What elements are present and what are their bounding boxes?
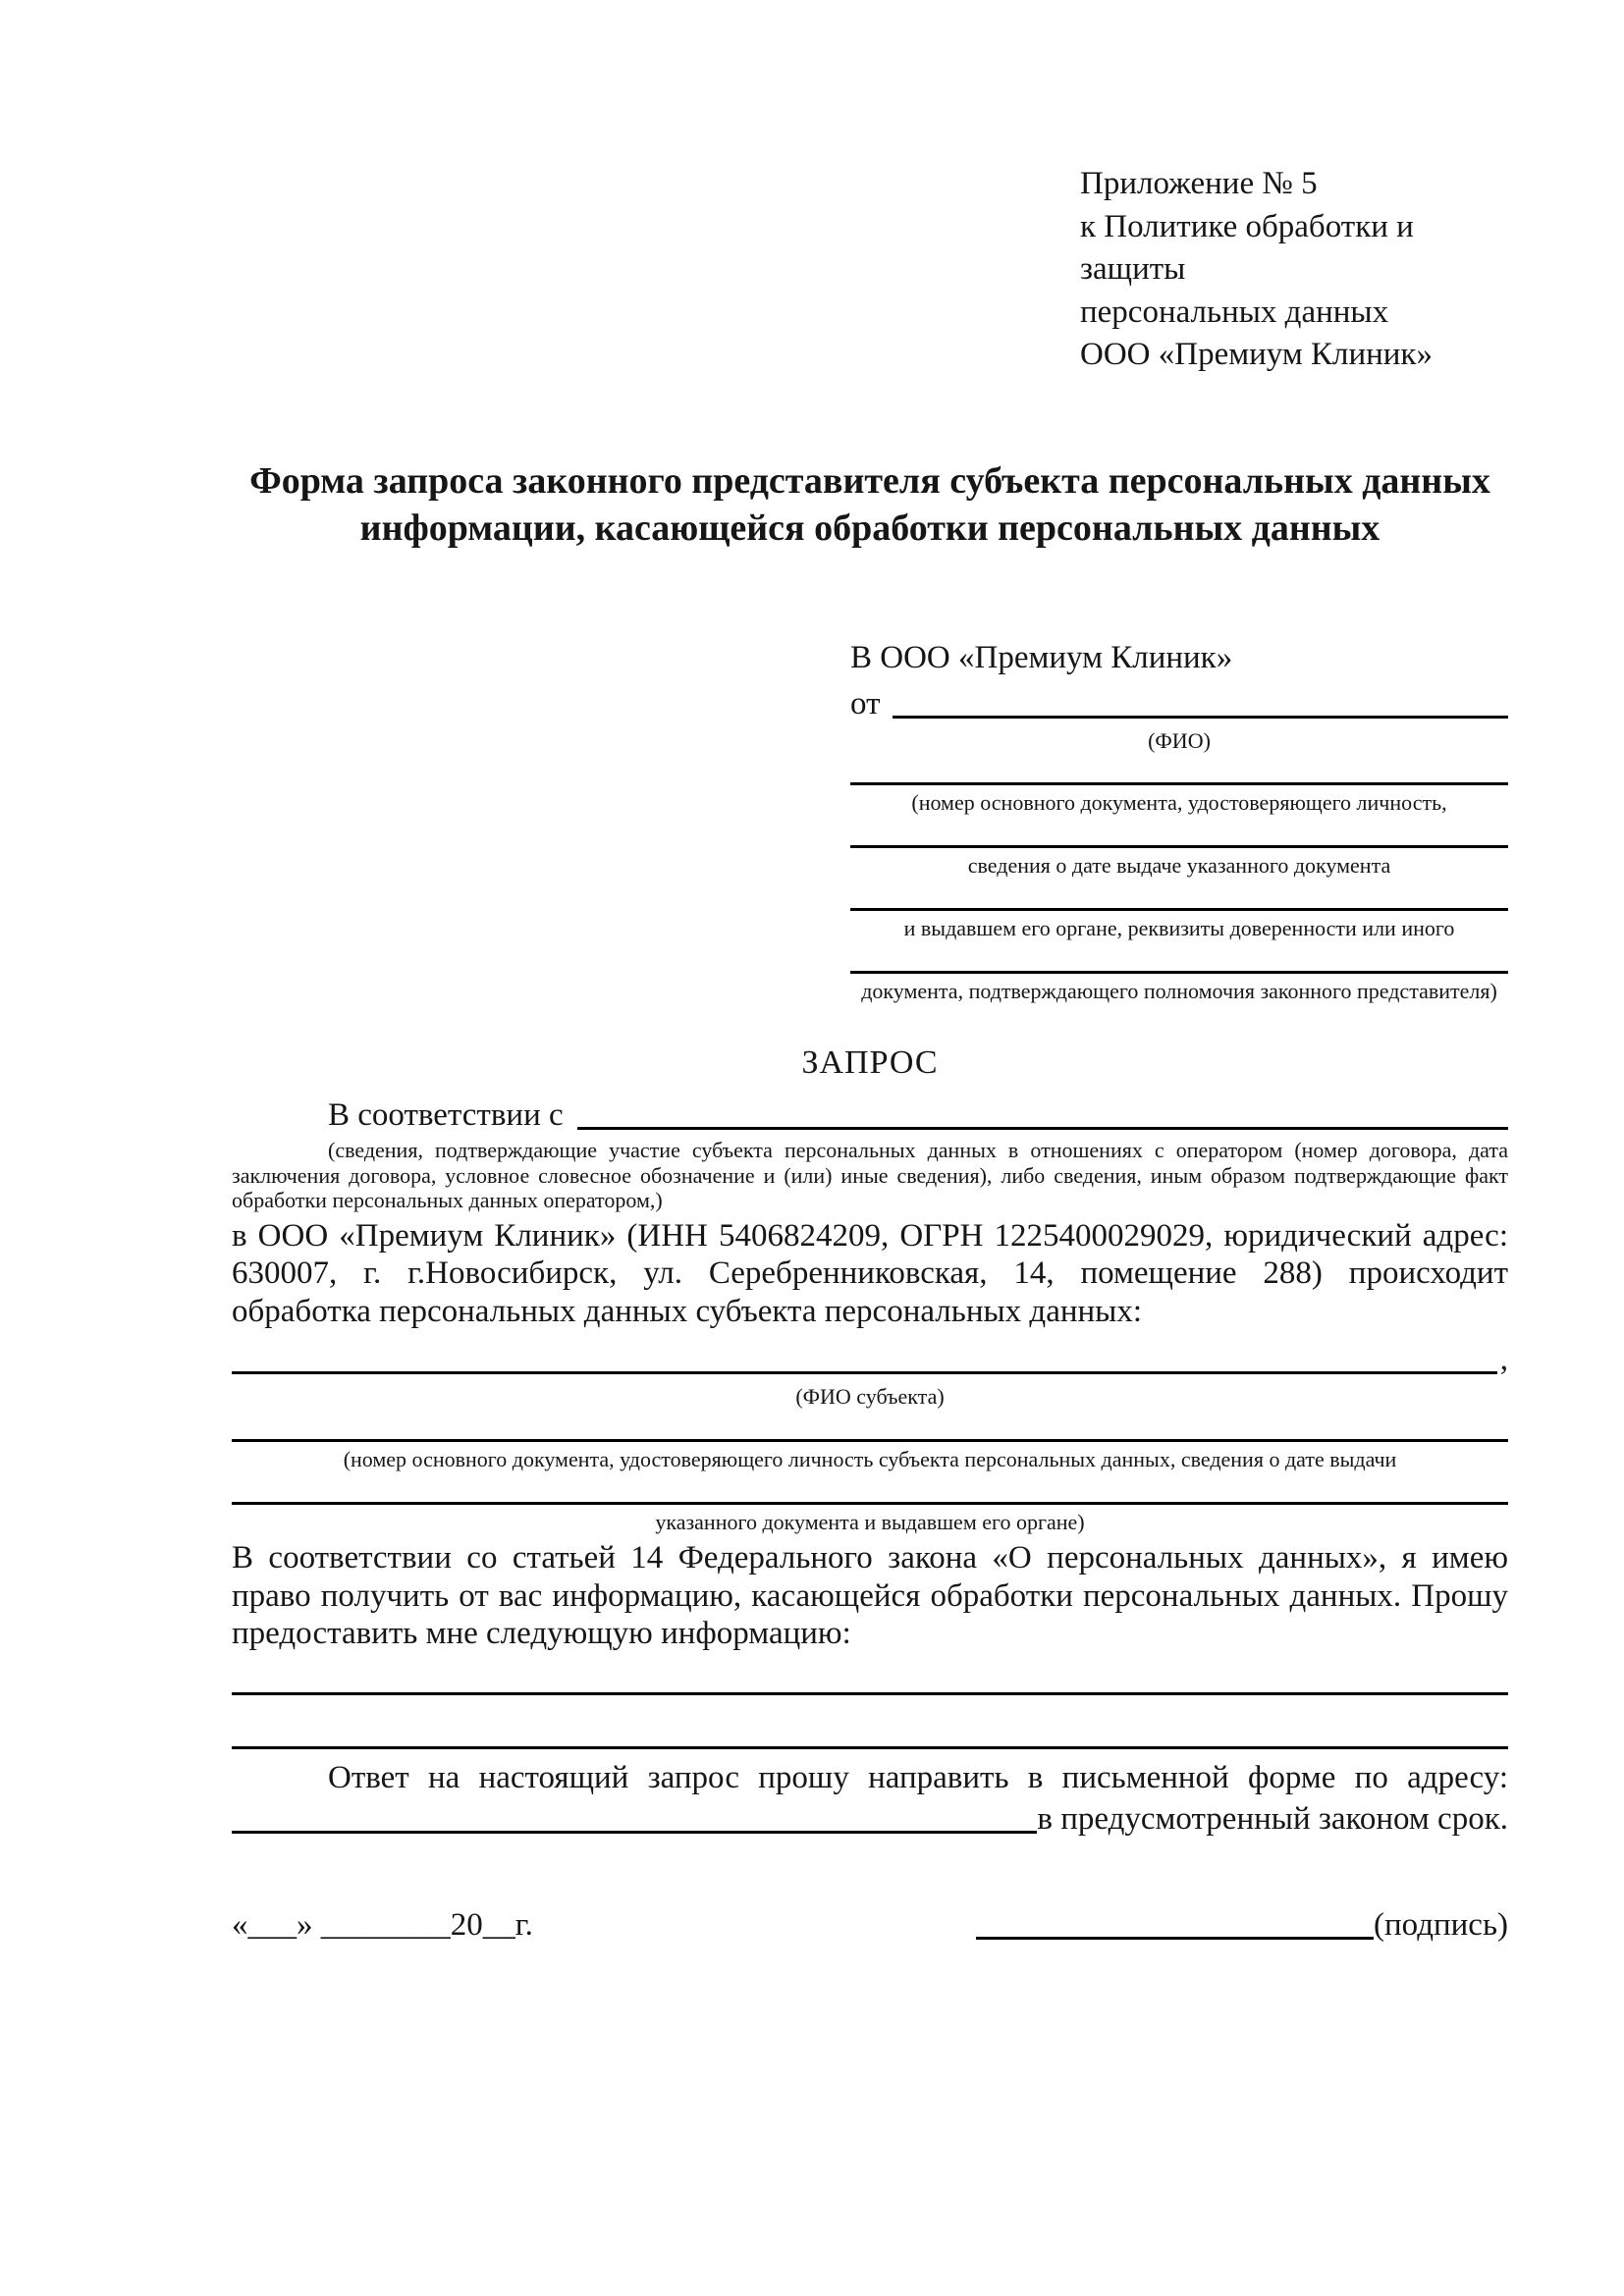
subject-fio-row	[232, 1342, 1508, 1379]
date-placeholder: «___» ________20__г.	[232, 1906, 533, 1943]
document-issue-date-blank	[850, 845, 1508, 848]
requested-information-blank-2	[232, 1746, 1508, 1749]
signature-blank	[976, 1937, 1374, 1940]
addressee-block	[850, 639, 1508, 1004]
subject-document-caption-1: (номер основного документа, удостоверяющего личность субъекта персональных данных, сведения о дате выдачи	[343, 1447, 1397, 1472]
from-row	[850, 686, 1508, 723]
reply-address-row	[232, 1801, 1508, 1839]
intro-caption-line-1: (сведения, подтверждающие участие субъекта персональных данных в отношениях с оператором (номер договора, дата	[328, 1138, 1508, 1163]
addressee-organization: В ООО «Премиум Клиник»	[850, 639, 1233, 675]
subject-document-caption-2: указанного документа и выдавшем его органе)	[655, 1510, 1085, 1535]
intro-row	[232, 1097, 1508, 1135]
operator-paragraph: в ООО «Премиум Клиник» (ИНН 5406824209, ОГРН 1225400029029, юридический адрес: 630007, г. г.Новосибирск, ул. Серебренниковская, 14, помещение 288) происходит обработка персональных данных субъекта персональных данных:	[232, 1217, 1508, 1329]
subject-fio-blank	[232, 1371, 1497, 1374]
subject-fio-caption: (ФИО субъекта)	[795, 1384, 945, 1410]
subject-comma: ,	[1499, 1342, 1508, 1378]
issuing-authority-caption: и выдавшем его органе, реквизиты доверенности или иного	[903, 916, 1455, 941]
footer-row	[232, 1907, 1508, 1945]
appendix-line-2: к Политике обработки и защиты	[1080, 208, 1414, 288]
intro-caption-line-3: обработки персональных данных оператором,)	[232, 1188, 663, 1213]
appendix-line-4: ООО «Премиум Клиник»	[1080, 337, 1433, 373]
signature-group	[976, 1907, 1508, 1945]
applicant-name-blank	[893, 716, 1509, 719]
intro-caption	[232, 1138, 1508, 1213]
reply-suffix: в предусмотренный законом срок.	[1037, 1800, 1508, 1837]
authority-document-blank	[850, 971, 1508, 974]
appendix-line-3: персональных данных	[1080, 294, 1389, 330]
reply-paragraph: Ответ на настоящий запрос прошу направить в письменной форме по адресу:	[328, 1760, 1508, 1796]
document-issue-date-caption: сведения о дате выдаче указанного документа	[967, 853, 1391, 879]
from-label: от	[850, 685, 881, 721]
appendix-block	[1080, 163, 1508, 377]
identity-document-caption: (номер основного документа, удостоверяющего личность,	[911, 790, 1447, 816]
document-title: Форма запроса законного представителя субъекта персональных данных информации, касающейся обработки персональных данных	[249, 459, 1490, 550]
appendix-line-1: Приложение № 5	[1080, 166, 1318, 201]
subject-document-blank-2	[232, 1502, 1508, 1505]
reply-address-blank	[232, 1831, 1037, 1834]
law-paragraph: В соответствии со статьей 14 Федерального закона «О персональных данных», я имею право получить от вас информацию, касающейся обработки персональных данных. Прошу предоставить мне следующую информацию:	[232, 1540, 1508, 1652]
subject-document-blank-1	[232, 1439, 1508, 1442]
issuing-authority-blank	[850, 908, 1508, 911]
request-heading: ЗАПРОС	[801, 1044, 939, 1082]
fio-caption: (ФИО)	[1148, 727, 1211, 753]
requested-information-blank-1	[232, 1692, 1508, 1695]
identity-document-number-blank	[850, 782, 1508, 785]
intro-label: В соответствии с	[328, 1097, 564, 1134]
relationship-details-blank	[577, 1127, 1508, 1130]
authority-document-caption: документа, подтверждающего полномочия законного представителя)	[861, 979, 1497, 1004]
signature-caption: (подпись)	[1374, 1906, 1508, 1943]
intro-caption-line-2: заключения договора, условное словесное обозначение и (или) иные сведения), либо сведения, иным образом подтверждающие факт	[232, 1162, 1508, 1188]
